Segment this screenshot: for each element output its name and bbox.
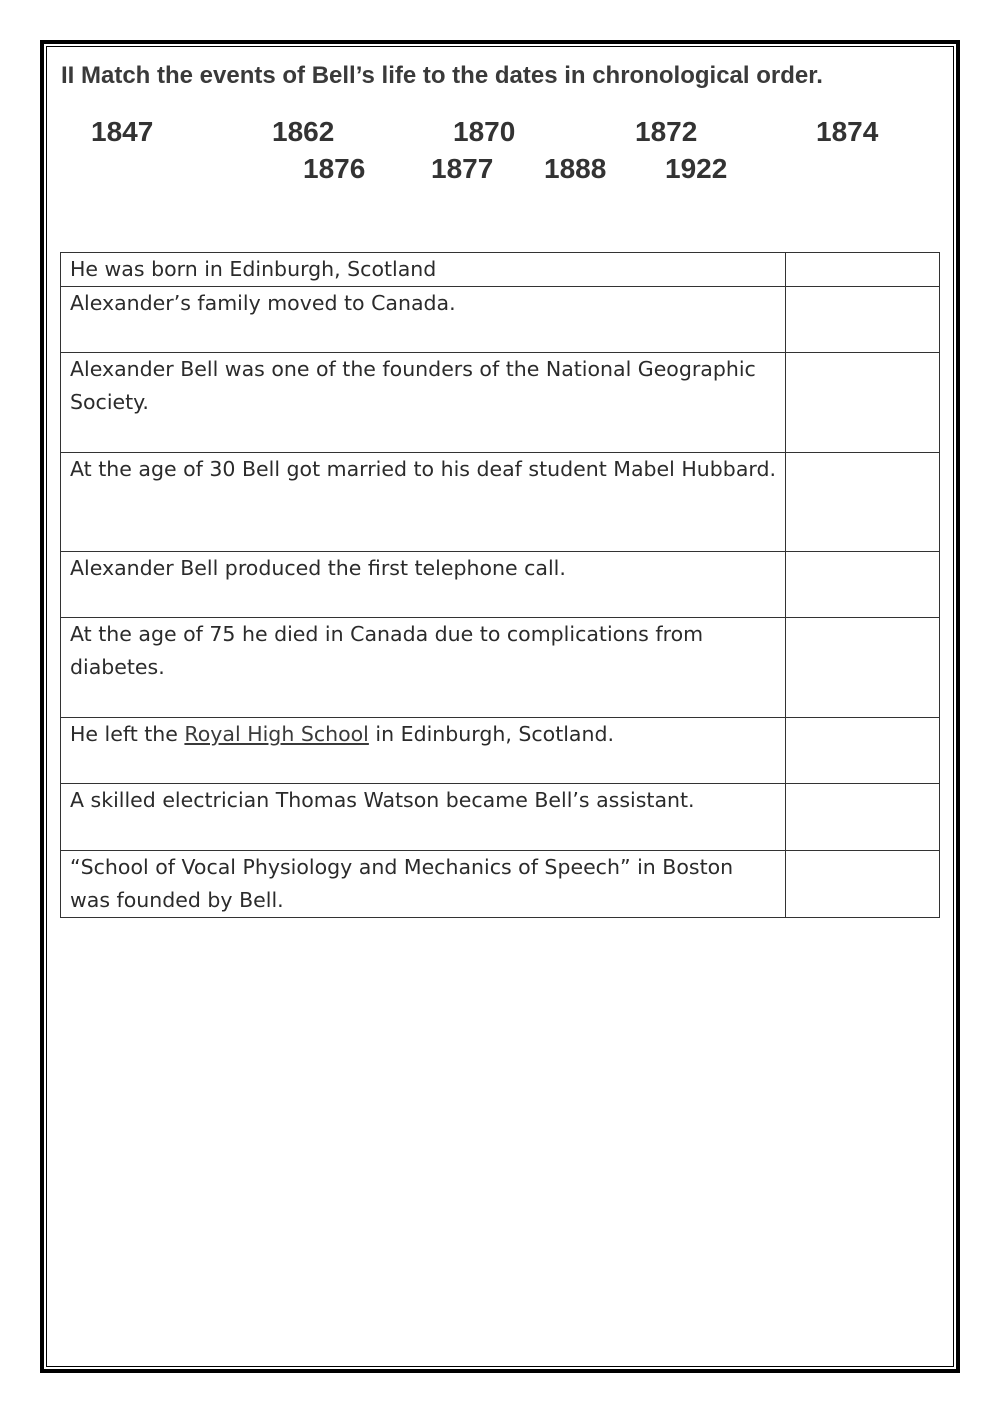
instruction-heading: II Match the events of Bell’s life to the dates in chronological order. — [61, 62, 823, 89]
date-answer-cell[interactable] — [786, 784, 940, 851]
year-option: 1872 — [635, 116, 698, 147]
event-text: in Edinburgh, Scotland. — [368, 722, 615, 746]
event-cell: “School of Vocal Physiology and Mechanics of Speech” in Boston was founded by Bell. — [61, 851, 786, 918]
event-cell: Alexander’s family moved to Canada. — [61, 287, 786, 353]
year-option: 1847 — [91, 116, 154, 147]
date-answer-cell[interactable] — [786, 453, 940, 552]
date-answer-cell[interactable] — [786, 253, 940, 287]
year-option: 1876 — [303, 153, 366, 184]
table-row — [61, 618, 940, 718]
date-answer-cell[interactable] — [786, 618, 940, 718]
table-row — [61, 453, 940, 552]
event-cell: Alexander Bell produced the first telephone call. — [61, 552, 786, 618]
table-row — [61, 784, 940, 851]
event-cell: A skilled electrician Thomas Watson became Bell’s assistant. — [61, 784, 786, 851]
date-answer-cell[interactable] — [786, 353, 940, 453]
year-option: 1877 — [431, 153, 494, 184]
year-option: 1922 — [665, 153, 728, 184]
date-answer-cell[interactable] — [786, 851, 940, 918]
year-option: 1888 — [544, 153, 607, 184]
table-row — [61, 718, 940, 784]
date-answer-cell[interactable] — [786, 287, 940, 353]
year-option: 1870 — [453, 116, 516, 147]
date-answer-cell[interactable] — [786, 552, 940, 618]
table-row — [61, 552, 940, 618]
event-cell: Alexander Bell was one of the founders of the National Geographic Society. — [61, 353, 786, 453]
royal-high-school-link[interactable]: Royal High School — [184, 722, 369, 746]
event-cell: He was born in Edinburgh, Scotland — [61, 253, 786, 287]
event-cell: At the age of 75 he died in Canada due to complications from diabetes. — [61, 618, 786, 718]
event-cell — [61, 718, 786, 784]
table-row — [61, 253, 940, 287]
event-text: He left the — [70, 722, 185, 746]
year-option: 1874 — [816, 116, 879, 147]
table-row — [61, 353, 940, 453]
event-cell: At the age of 30 Bell got married to his deaf student Mabel Hubbard. — [61, 453, 786, 552]
table-row — [61, 851, 940, 918]
year-option: 1862 — [272, 116, 335, 147]
table-row — [61, 287, 940, 353]
events-table — [60, 252, 940, 918]
date-answer-cell[interactable] — [786, 718, 940, 784]
